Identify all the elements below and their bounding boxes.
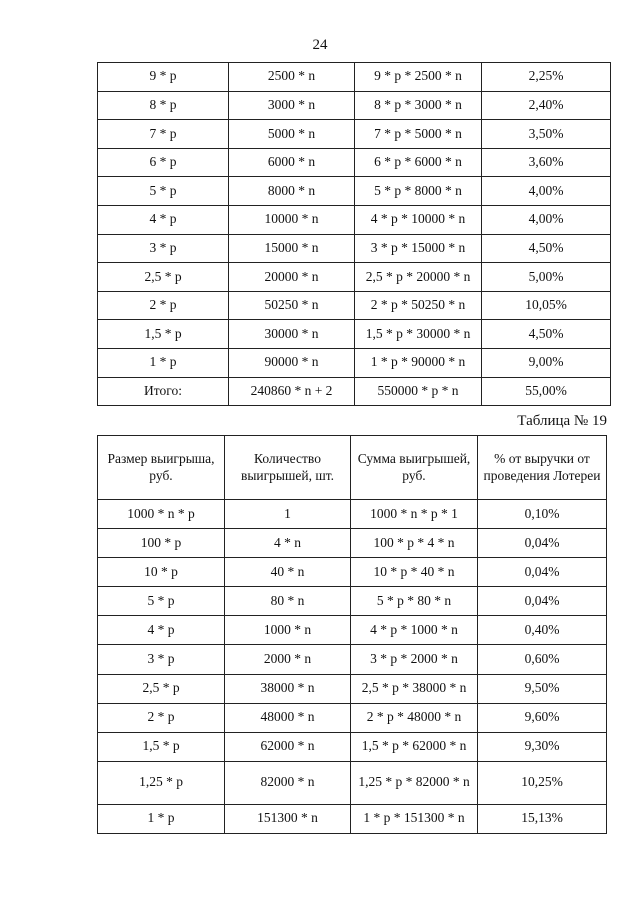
cell-prize-amount: 1 * p [98,348,229,377]
cell-prize-amount: 8 * p [98,91,229,120]
cell-revenue-percent: 9,00% [482,348,611,377]
cell-prize-sum: 4 * p * 10000 * n [355,205,482,234]
cell-prize-amount: 1000 * n * p [98,500,225,529]
table-row [98,234,611,263]
cell-prize-sum: 2 * p * 48000 * n [351,703,478,732]
cell-revenue-percent: 9,60% [478,703,607,732]
cell-prize-sum: 3 * p * 15000 * n [355,234,482,263]
table-caption: Таблица № 19 [517,413,607,429]
cell-revenue-percent: 0,04% [478,558,607,587]
table-row [98,177,611,206]
cell-prize-sum: 5 * p * 8000 * n [355,177,482,206]
cell-prize-amount: 1 * p [98,804,225,833]
cell-revenue-percent: 55,00% [482,377,611,406]
cell-prize-sum: 2,5 * p * 20000 * n [355,263,482,292]
cell-prize-count: 10000 * n [229,205,355,234]
cell-revenue-percent: 0,60% [478,645,607,674]
cell-prize-amount: 3 * p [98,645,225,674]
cell-prize-sum: 1,5 * p * 30000 * n [355,320,482,349]
cell-prize-amount: 4 * p [98,205,229,234]
cell-prize-amount: 6 * p [98,148,229,177]
cell-revenue-percent: 10,25% [478,761,607,804]
cell-revenue-percent: 9,30% [478,732,607,761]
cell-prize-count: 8000 * n [229,177,355,206]
cell-revenue-percent: 2,40% [482,91,611,120]
cell-revenue-percent: 4,50% [482,320,611,349]
cell-prize-sum: 2 * p * 50250 * n [355,291,482,320]
cell-prize-amount: Итого: [98,377,229,406]
cell-prize-sum: 1,5 * p * 62000 * n [351,732,478,761]
table-row [98,263,611,292]
table-row [98,674,607,703]
cell-revenue-percent: 3,50% [482,120,611,149]
cell-prize-sum: 10 * p * 40 * n [351,558,478,587]
cell-prize-amount: 1,5 * p [98,732,225,761]
table-row [98,120,611,149]
prize-table-19 [97,435,607,834]
table-row [98,320,611,349]
table-header-row [98,436,607,500]
cell-prize-amount: 2 * p [98,291,229,320]
cell-prize-count: 38000 * n [225,674,351,703]
cell-prize-count: 1 [225,500,351,529]
cell-prize-count: 5000 * n [229,120,355,149]
cell-prize-amount: 1,25 * p [98,761,225,804]
table-row [98,500,607,529]
cell-prize-sum: 1 * p * 151300 * n [351,804,478,833]
cell-prize-amount: 7 * p [98,120,229,149]
cell-prize-sum: 1,25 * p * 82000 * n [351,761,478,804]
table-row [98,91,611,120]
header-revenue-percent: % от выручки от проведения Лотереи [478,436,607,500]
table-row [98,348,611,377]
cell-prize-amount: 1,5 * p [98,320,229,349]
table-row [98,377,611,406]
cell-revenue-percent: 0,40% [478,616,607,645]
table-row [98,148,611,177]
prize-table-continued-body [98,63,611,406]
table-row [98,804,607,833]
cell-prize-count: 1000 * n [225,616,351,645]
header-prize-sum: Сумма выигрышей, руб. [351,436,478,500]
cell-prize-sum: 1 * p * 90000 * n [355,348,482,377]
cell-prize-sum: 100 * p * 4 * n [351,529,478,558]
table-row [98,761,607,804]
cell-revenue-percent: 0,10% [478,500,607,529]
cell-prize-count: 2000 * n [225,645,351,674]
cell-prize-sum: 9 * p * 2500 * n [355,63,482,92]
cell-prize-count: 3000 * n [229,91,355,120]
cell-prize-sum: 2,5 * p * 38000 * n [351,674,478,703]
table-row [98,645,607,674]
cell-prize-amount: 2 * p [98,703,225,732]
cell-revenue-percent: 2,25% [482,63,611,92]
table-row [98,587,607,616]
cell-revenue-percent: 4,00% [482,205,611,234]
cell-revenue-percent: 15,13% [478,804,607,833]
cell-revenue-percent: 0,04% [478,529,607,558]
cell-prize-count: 15000 * n [229,234,355,263]
prize-table-19-body [98,500,607,834]
cell-prize-count: 80 * n [225,587,351,616]
cell-prize-sum: 5 * p * 80 * n [351,587,478,616]
cell-prize-count: 2500 * n [229,63,355,92]
cell-prize-count: 90000 * n [229,348,355,377]
cell-prize-count: 82000 * n [225,761,351,804]
table-row [98,205,611,234]
cell-prize-count: 240860 * n + 2 [229,377,355,406]
cell-revenue-percent: 5,00% [482,263,611,292]
prize-table-continued [97,62,611,406]
cell-prize-sum: 3 * p * 2000 * n [351,645,478,674]
cell-prize-count: 30000 * n [229,320,355,349]
cell-prize-count: 6000 * n [229,148,355,177]
table-row [98,63,611,92]
cell-prize-count: 151300 * n [225,804,351,833]
cell-prize-amount: 5 * p [98,587,225,616]
page-number: 24 [312,37,328,53]
table-row [98,558,607,587]
table-row [98,703,607,732]
table-row [98,529,607,558]
cell-prize-amount: 3 * p [98,234,229,263]
cell-prize-sum: 550000 * p * n [355,377,482,406]
cell-prize-sum: 4 * p * 1000 * n [351,616,478,645]
cell-prize-amount: 2,5 * p [98,674,225,703]
table-row [98,616,607,645]
header-prize-count: Количество выигрышей, шт. [225,436,351,500]
cell-prize-amount: 2,5 * p [98,263,229,292]
cell-prize-sum: 6 * p * 6000 * n [355,148,482,177]
cell-prize-amount: 100 * p [98,529,225,558]
cell-prize-count: 48000 * n [225,703,351,732]
cell-prize-count: 50250 * n [229,291,355,320]
cell-revenue-percent: 0,04% [478,587,607,616]
cell-prize-amount: 4 * p [98,616,225,645]
cell-revenue-percent: 9,50% [478,674,607,703]
table-row [98,291,611,320]
table-row [98,732,607,761]
cell-prize-amount: 9 * p [98,63,229,92]
cell-prize-sum: 7 * p * 5000 * n [355,120,482,149]
cell-revenue-percent: 3,60% [482,148,611,177]
header-prize-amount: Размер выигрыша, руб. [98,436,225,500]
cell-prize-sum: 8 * p * 3000 * n [355,91,482,120]
cell-revenue-percent: 4,50% [482,234,611,263]
cell-revenue-percent: 4,00% [482,177,611,206]
cell-prize-count: 20000 * n [229,263,355,292]
cell-revenue-percent: 10,05% [482,291,611,320]
cell-prize-amount: 5 * p [98,177,229,206]
cell-prize-count: 40 * n [225,558,351,587]
cell-prize-amount: 10 * p [98,558,225,587]
cell-prize-count: 62000 * n [225,732,351,761]
cell-prize-sum: 1000 * n * p * 1 [351,500,478,529]
cell-prize-count: 4 * n [225,529,351,558]
